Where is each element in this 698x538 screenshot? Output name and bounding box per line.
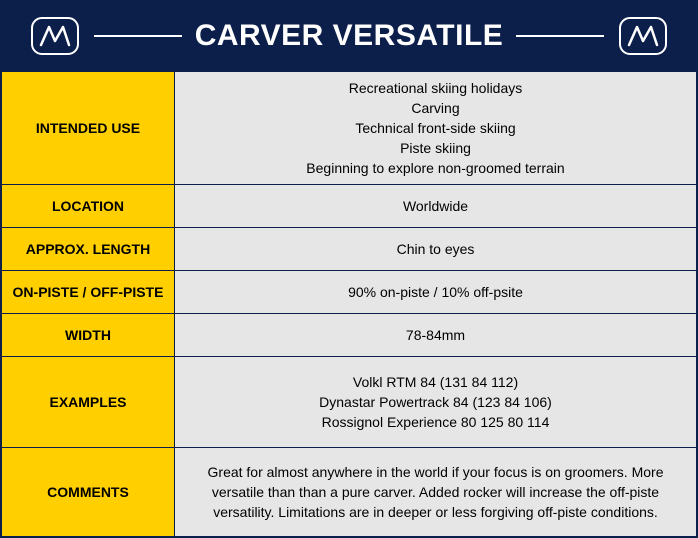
table-row [2,185,697,228]
table-row [2,228,697,271]
row-label: APPROX. LENGTH [2,228,175,271]
row-value [175,72,697,185]
page-title: CARVER VERSATILE [194,19,504,52]
row-value: Chin to eyes [175,228,697,271]
row-value: 90% on-piste / 10% off-psite [175,271,697,314]
list-item: Rossignol Experience 80 125 80 114 [321,414,550,430]
list-item: Beginning to explore non-groomed terrain [306,160,565,176]
list-item: Carving [411,100,460,116]
row-label: LOCATION [2,185,175,228]
row-label: EXAMPLES [2,357,175,448]
header-rule-left [94,35,182,37]
row-label: COMMENTS [2,448,175,537]
list-item: Piste skiing [400,140,471,156]
list-item: Technical front-side skiing [355,120,516,136]
header-rule-right [516,35,604,37]
list-item: Dynastar Powertrack 84 (123 84 106) [319,394,552,410]
table-row [2,357,697,448]
row-label: ON-PISTE / OFF-PISTE [2,271,175,314]
row-value: Worldwide [175,185,697,228]
brand-logo-icon [31,17,79,55]
row-value [175,448,697,537]
table-row [2,271,697,314]
table-row [2,448,697,537]
header-bar [1,1,697,71]
table-row [2,314,697,357]
row-value: 78-84mm [175,314,697,357]
row-label: INTENDED USE [2,72,175,185]
brand-logo-icon [619,17,667,55]
row-value [175,357,697,448]
row-label: WIDTH [2,314,175,357]
list-item: Volkl RTM 84 (131 84 112) [352,374,519,390]
spec-table [1,71,697,537]
list-item: Recreational skiing holidays [348,80,523,96]
comment-text: Great for almost anywhere in the world if your focus is on groomers. More versatile than than a pure carver. Added rocker will increase the off-piste versatility. Limitations are in deeper or less forgiving off-piste conditions. [207,464,664,520]
table-row [2,72,697,185]
